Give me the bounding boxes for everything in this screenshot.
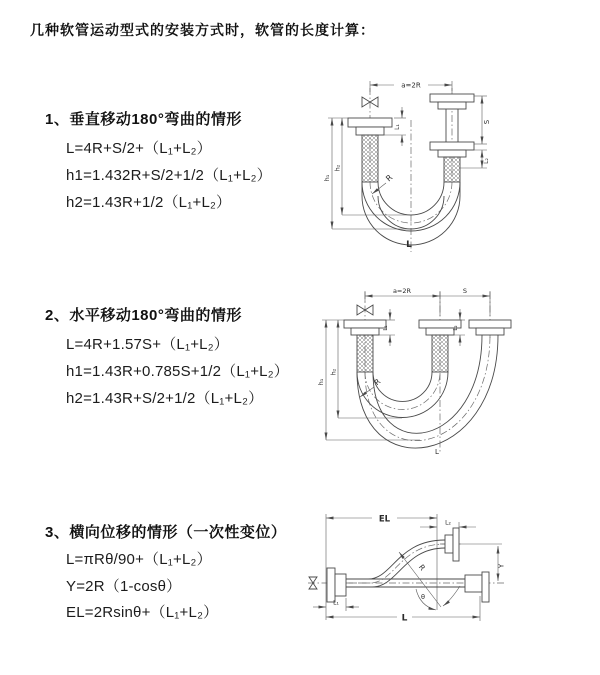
section-3-formula-EL: EL=2Rsinθ+（L₁+L₂）: [66, 604, 219, 621]
centerlines: [365, 292, 490, 452]
label-l2: L₂: [445, 519, 451, 527]
dim-a2r: [365, 291, 490, 316]
label-h1: h₁: [317, 378, 325, 386]
label-l: L: [401, 613, 408, 624]
label-l: L: [406, 240, 412, 250]
section-1-index: 1、: [45, 111, 70, 128]
diagram-lateral-displacement: [300, 500, 600, 650]
left-braided-hose: [362, 135, 378, 182]
label-l: L: [435, 448, 439, 456]
left-fitting: [327, 568, 346, 602]
section-2-formula-h2: h2=1.43R+S/2+1/2（L₁+L₂）: [66, 390, 264, 407]
centerlines: [370, 88, 452, 252]
label-el: EL: [378, 514, 391, 525]
label-h2: h₂: [329, 368, 338, 376]
label-l2: L₂: [483, 158, 490, 164]
right-braided-hose: [444, 157, 460, 182]
section-3-formula-Y: Y=2R（1-cosθ）: [66, 578, 182, 595]
section-3-index: 3、: [45, 524, 70, 541]
section-2-heading: [45, 304, 242, 325]
section-3-title: 横向位移的情形（一次性变位）: [69, 524, 287, 541]
label-l2: L₂: [453, 325, 459, 331]
label-s: S: [483, 119, 491, 125]
middle-braided-hose: [432, 335, 448, 372]
label-l1: L₁: [333, 599, 339, 607]
left-braided-hose: [357, 335, 373, 372]
label-y: Y: [497, 563, 506, 569]
label-s: S: [462, 287, 468, 295]
upper-fitting-displaced: [445, 528, 459, 561]
label-r: R: [384, 172, 395, 184]
diagram-horizontal-180-bend: [308, 280, 590, 460]
section-1-title: 垂直移动180°弯曲的情形: [69, 111, 242, 128]
s-curve-hose: [346, 540, 445, 587]
fittings: [344, 320, 511, 335]
right-fitting-original: [465, 572, 489, 602]
label-l1: L₁: [394, 124, 401, 130]
label-a2r: a=2R: [392, 287, 412, 295]
label-l1: L₁: [383, 325, 389, 331]
section-3-formula-L: L=πRθ/90+（L₁+L₂）: [66, 551, 212, 568]
section-2-formula-L: L=4R+1.57S+（L₁+L₂）: [66, 336, 229, 353]
section-2-formula-h1: h1=1.43R+0.785S+1/2（L₁+L₂）: [66, 363, 289, 380]
label-r: R: [416, 562, 428, 573]
label-r: R: [372, 376, 383, 388]
section-3-heading: [45, 521, 286, 542]
section-1-heading: [45, 108, 242, 129]
hose-arcs: [357, 335, 498, 448]
page-title: 几种软管运动型式的安装方式时，软管的长度计算：: [30, 22, 375, 38]
label-a2r: a=2R: [401, 81, 421, 90]
diagram-vertical-180-bend: [310, 70, 590, 260]
section-2-title: 水平移动180°弯曲的情形: [69, 307, 242, 324]
section-1-formula-h2: h2=1.43R+1/2（L₁+L₂）: [66, 194, 232, 211]
section-1-formula-L: L=4R+S/2+（L₁+L₂）: [66, 140, 212, 157]
label-h1: h₁: [323, 174, 331, 182]
r-leader: [372, 183, 386, 194]
r-leader: [360, 387, 374, 397]
label-theta: θ: [421, 593, 425, 601]
section-2-index: 2、: [45, 307, 70, 324]
label-h2: h₂: [333, 164, 342, 172]
section-1-formula-h1: h1=1.432R+S/2+1/2（L₁+L₂）: [66, 167, 272, 184]
left-fitting: [348, 118, 392, 135]
